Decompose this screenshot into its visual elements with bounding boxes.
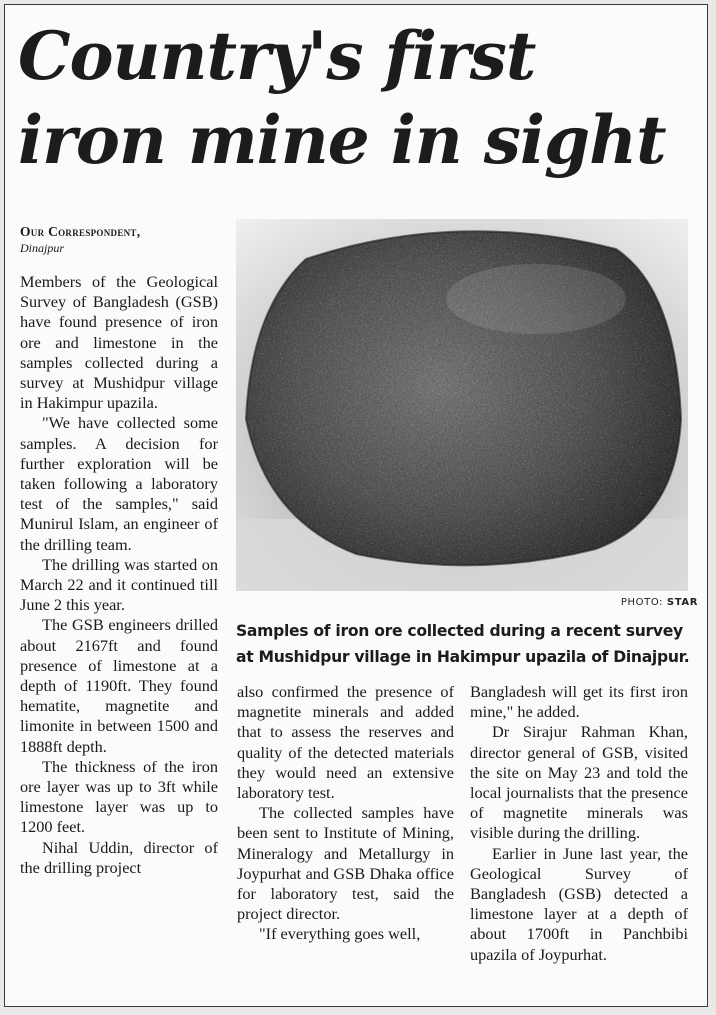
paragraph: Nihal Uddin, director of the drilling project [20, 837, 218, 877]
paragraph: The drilling was started on March 22 and it continued till June 2 this year. [20, 554, 218, 615]
iron-ore-sample-image [236, 219, 688, 591]
paragraph: Earlier in June last year, the Geological Survey of Bangladesh (GSB) detected a limestone layer at a depth of about 1700ft in Panchbibi upazila of Joypurhat. [470, 843, 688, 964]
photo-caption: Samples of iron ore collected during a recent survey at Mushidpur village in Hakimpur upazila of Dinajpur. [236, 622, 690, 666]
byline-place: Dinajpur [20, 241, 65, 255]
paragraph: Members of the Geological Survey of Bangladesh (GSB) have found presence of iron ore and limestone in the samples collected during a survey at Mushidpur village in Hakimpur upazila. [20, 272, 218, 413]
byline-name: Our Correspondent, [20, 224, 141, 239]
headline: Country's first iron mine in sight [18, 17, 666, 179]
photo-credit-prefix: PHOTO: [620, 597, 664, 608]
paragraph: The thickness of the iron ore layer was up to 3ft while limestone layer was up to 1200 feet. [20, 756, 218, 837]
paragraph: The GSB engineers drilled about 2167ft and found presence of limestone at a depth of 1190ft. They found hematite, magnetite and limonite in between 1500 and 1888ft depth. [20, 615, 218, 756]
paragraph: "If everything goes well, [259, 924, 421, 944]
paragraph: Dr Sirajur Rahman Khan, director general of GSB, visited the site on May 23 and told the local journalists that the presence of magnetite minerals was visible during the drilling. [470, 722, 688, 843]
photo-credit-source: STAR [666, 597, 698, 608]
column-1 [20, 272, 218, 878]
iron-ore-photo [236, 219, 688, 591]
column-3 [470, 682, 688, 965]
paragraph: The collected samples have been sent to Institute of Mining, Mineralogy and Metallurgy in Joypurhat and GSB Dhaka office for laboratory test, said the project director. [237, 803, 454, 924]
column-2 [237, 682, 454, 945]
byline [20, 224, 220, 256]
paragraph: "We have collected some samples. A decision for further exploration will be taken following a laboratory test of the samples," said Munirul Islam, an engineer of the drilling team. [20, 413, 218, 554]
paragraph: also confirmed the presence of magnetite minerals and added that to assess the reserves and quality of the detected materials they would need an extensive laboratory test. [237, 682, 454, 803]
photo-credit [621, 597, 698, 608]
paragraph: Bangladesh will get its first iron mine," he added. [470, 682, 688, 722]
